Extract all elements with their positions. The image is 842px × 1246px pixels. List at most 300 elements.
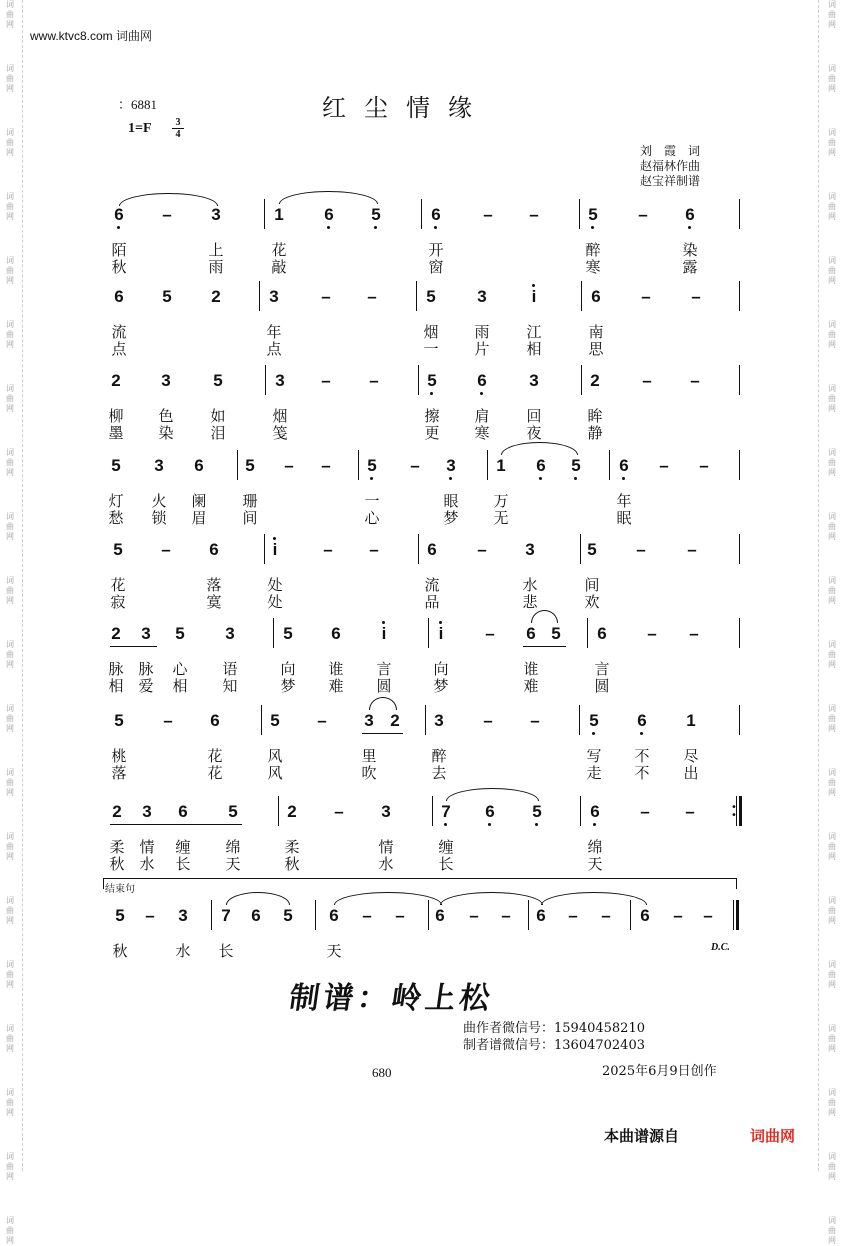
watermark-char: 曲 — [828, 906, 836, 915]
lyric-syllable: 里 — [361, 747, 377, 765]
lyric-syllable: 风 — [267, 747, 283, 765]
lyric-syllable: 出 — [683, 764, 699, 782]
note: 6 — [319, 205, 339, 225]
barline — [273, 618, 274, 648]
watermark-char: 词 — [828, 960, 836, 969]
note: 3 — [381, 802, 391, 821]
barline — [237, 450, 238, 480]
sustain-dash: – — [530, 711, 540, 730]
watermark-char: 网 — [6, 916, 14, 925]
note: 6 — [585, 802, 605, 822]
lyric-syllable: 脉 — [108, 660, 124, 678]
note: 6 — [614, 456, 634, 476]
watermark-char: 网 — [6, 212, 14, 221]
sustain-dash: – — [321, 371, 331, 390]
lyric-syllable: 缠 — [438, 838, 454, 856]
barline — [579, 199, 580, 229]
lyric-syllable: 圆 — [376, 677, 392, 695]
lyric-syllable: 上 — [208, 241, 224, 259]
score-system — [0, 456, 842, 542]
lyric-syllable: 醉 — [585, 241, 601, 259]
lyric-syllable: 烟 — [423, 323, 439, 341]
lyric-syllable: 雨 — [208, 258, 224, 276]
lyric-syllable: 向 — [433, 660, 449, 678]
watermark-char: 网 — [6, 1044, 14, 1053]
note: 5 — [422, 371, 442, 391]
lyric-syllable: 眸 — [587, 407, 603, 425]
watermark-char: 词 — [828, 448, 836, 457]
score-system — [0, 624, 842, 710]
watermark-char: 曲 — [6, 394, 14, 403]
note: 6 — [194, 456, 204, 475]
sustain-dash: – — [317, 711, 327, 730]
lyric-syllable: 露 — [682, 258, 698, 276]
lyric-syllable: 陌 — [111, 241, 127, 259]
watermark-char: 词 — [828, 0, 836, 9]
watermark-char: 曲 — [6, 1226, 14, 1235]
lyric-syllable: 万 — [493, 492, 509, 510]
note: 6 — [114, 287, 124, 306]
sustain-dash: – — [638, 205, 648, 224]
watermark-char: 词 — [6, 1024, 14, 1033]
barline — [580, 534, 581, 564]
time-signature-bottom: 4 — [172, 128, 184, 140]
note: 3 — [211, 205, 221, 224]
note: 6 — [526, 624, 536, 643]
composer-credit: 赵福林作曲 — [640, 159, 701, 173]
final-barline-thin — [733, 900, 734, 930]
note: 3 — [441, 456, 461, 476]
note: 7 — [436, 802, 456, 822]
note: 5 — [584, 711, 604, 731]
watermark-char: 网 — [6, 852, 14, 861]
watermark-char: 网 — [828, 596, 836, 605]
watermark-char: 曲 — [6, 1034, 14, 1043]
sustain-dash: – — [703, 906, 713, 925]
watermark-char: 曲 — [828, 970, 836, 979]
note: 3 — [161, 371, 171, 390]
lyric-syllable: 脉 — [138, 660, 154, 678]
watermark-char: 网 — [6, 20, 14, 29]
watermark-char: 词 — [6, 960, 14, 969]
barline — [264, 534, 265, 564]
note: 5 — [527, 802, 547, 822]
lyric-syllable: 绵 — [225, 838, 241, 856]
lyric-syllable: 秋 — [111, 258, 127, 276]
sustain-dash: – — [362, 906, 372, 925]
barline — [739, 618, 740, 648]
lyric-syllable: 花 — [207, 764, 223, 782]
sustain-dash: – — [699, 456, 709, 475]
sustain-dash: – — [367, 287, 377, 306]
lyric-syllable: 处 — [267, 593, 283, 611]
watermark-char: 网 — [828, 340, 836, 349]
note: 5 — [111, 456, 121, 475]
lyric-syllable: 花 — [207, 747, 223, 765]
note: 2 — [111, 624, 121, 643]
watermark-char: 词 — [828, 768, 836, 777]
sustain-dash: – — [568, 906, 578, 925]
watermark-char: 网 — [828, 276, 836, 285]
credits — [640, 144, 700, 189]
watermark-char: 词 — [828, 1152, 836, 1161]
lyric-syllable: 灯 — [108, 492, 124, 510]
right-watermark-mark — [828, 1152, 836, 1182]
lyric-syllable: 不 — [634, 747, 650, 765]
score-system — [0, 287, 842, 373]
watermark-char: 网 — [828, 148, 836, 157]
sustain-dash: – — [485, 624, 495, 643]
note: i — [374, 624, 394, 644]
watermark-char: 网 — [828, 404, 836, 413]
lyric-syllable: 梦 — [443, 509, 459, 527]
right-watermark-mark — [828, 128, 836, 158]
source-brand-link[interactable]: 词曲网 — [750, 1127, 796, 1145]
watermark-char: 词 — [6, 320, 14, 329]
watermark-char: 词 — [828, 1024, 836, 1033]
note: 5 — [270, 711, 280, 730]
barline — [739, 534, 740, 564]
note: 5 — [228, 802, 238, 821]
score-system — [0, 802, 842, 888]
lyric-syllable: 秋 — [109, 855, 125, 873]
watermark-char: 曲 — [828, 202, 836, 211]
lyric-syllable: 开 — [428, 241, 444, 259]
lyric-syllable: 情 — [139, 838, 155, 856]
right-watermark-mark — [828, 1216, 836, 1246]
sustain-dash: – — [369, 540, 379, 559]
lyric-syllable: 江 — [526, 323, 542, 341]
lyric-syllable: 回 — [526, 407, 542, 425]
watermark-char: 曲 — [6, 650, 14, 659]
left-watermark-mark — [6, 0, 14, 30]
site-url[interactable]: www.ktvc8.com 词曲网 — [30, 29, 153, 43]
note: 6 — [632, 711, 652, 731]
sustain-dash: – — [690, 371, 700, 390]
slur — [226, 892, 290, 905]
sustain-dash: – — [369, 371, 379, 390]
lyricist-credit: 刘 霞 词 — [640, 144, 701, 158]
watermark-char: 网 — [828, 788, 836, 797]
lyric-syllable: 墨 — [108, 424, 124, 442]
slur — [279, 191, 378, 204]
lyric-syllable: 无 — [493, 509, 509, 527]
watermark-char: 词 — [828, 192, 836, 201]
lyric-syllable: 相 — [526, 340, 542, 358]
lyric-syllable: 雨 — [474, 323, 490, 341]
lyric-syllable: 寒 — [585, 258, 601, 276]
lyric-syllable: 眉 — [191, 509, 207, 527]
lyric-syllable: 肩 — [474, 407, 490, 425]
right-watermark-mark — [828, 0, 836, 30]
lyric-syllable: 柔 — [284, 838, 300, 856]
barline — [261, 705, 262, 735]
note: 6 — [329, 906, 339, 925]
barline — [421, 199, 422, 229]
lyric-syllable: 水 — [139, 855, 155, 873]
note: 3 — [142, 802, 152, 821]
note: 6 — [536, 906, 546, 925]
note: 3 — [364, 711, 374, 730]
watermark-char: 网 — [6, 340, 14, 349]
lyric-syllable: 悲 — [522, 593, 538, 611]
lyric-syllable: 寒 — [474, 424, 490, 442]
lyric-syllable: 言 — [594, 660, 610, 678]
watermark-char: 网 — [6, 1108, 14, 1117]
note: 5 — [362, 456, 382, 476]
watermark-char: 网 — [828, 532, 836, 541]
source-label: 本曲谱源自 — [604, 1127, 680, 1145]
watermark-char: 网 — [828, 1108, 836, 1117]
sustain-dash: – — [691, 287, 701, 306]
watermark-char: 网 — [6, 660, 14, 669]
note: 5 — [583, 205, 603, 225]
watermark-char: 网 — [6, 596, 14, 605]
watermark-char: 词 — [828, 896, 836, 905]
barline — [278, 796, 279, 826]
watermark-char: 词 — [6, 640, 14, 649]
watermark-char: 词 — [6, 832, 14, 841]
lyric-syllable: 烟 — [272, 407, 288, 425]
watermark-char: 词 — [6, 128, 14, 137]
lyric-syllable: 处 — [267, 576, 283, 594]
note: i — [431, 624, 451, 644]
barline — [432, 796, 433, 826]
sustain-dash: – — [321, 287, 331, 306]
watermark-char: 词 — [6, 896, 14, 905]
watermark-char: 网 — [828, 852, 836, 861]
lyric-syllable: 一 — [364, 492, 380, 510]
watermark-char: 网 — [828, 20, 836, 29]
watermark-char: 词 — [828, 832, 836, 841]
watermark-char: 曲 — [828, 458, 836, 467]
sustain-dash: – — [647, 624, 657, 643]
arranger-credit: 赵宝祥制谱 — [640, 174, 701, 188]
watermark-char: 曲 — [6, 778, 14, 787]
lyric-syllable: 锁 — [151, 509, 167, 527]
lyric-syllable: 思 — [588, 340, 604, 358]
lyric-syllable: 桃 — [111, 747, 127, 765]
barline — [739, 281, 740, 311]
watermark-char: 曲 — [828, 74, 836, 83]
lyric-syllable: 流 — [424, 576, 440, 594]
sustain-dash: – — [529, 205, 539, 224]
lyric-syllable: 天 — [587, 855, 603, 873]
lyric-syllable: 花 — [110, 576, 126, 594]
watermark-char: 曲 — [828, 522, 836, 531]
watermark-char: 词 — [6, 256, 14, 265]
note: 2 — [590, 371, 600, 390]
watermark-char: 曲 — [6, 458, 14, 467]
lyric-syllable: 年 — [616, 492, 632, 510]
lyric-syllable: 如 — [210, 407, 226, 425]
watermark-char: 词 — [828, 640, 836, 649]
watermark-char: 词 — [828, 384, 836, 393]
repeat-barline-thick — [739, 796, 742, 826]
repeat-dots: • • — [731, 802, 737, 821]
note: 7 — [221, 906, 231, 925]
eighth-underline — [523, 646, 566, 647]
eighth-underline — [362, 733, 403, 734]
note: 6 — [591, 287, 601, 306]
sustain-dash: – — [642, 371, 652, 390]
barline — [739, 199, 740, 229]
right-watermark-mark — [828, 1024, 836, 1054]
watermark-char: 词 — [6, 0, 14, 9]
barline — [418, 365, 419, 395]
left-watermark-mark — [6, 64, 14, 94]
watermark-char: 曲 — [6, 202, 14, 211]
watermark-char: 网 — [6, 788, 14, 797]
barline — [264, 199, 265, 229]
lyric-syllable: 敲 — [271, 258, 287, 276]
watermark-char: 曲 — [828, 330, 836, 339]
arranger-signature: 制谱：岭上松 — [287, 981, 496, 1016]
coda-label: 结束句 — [105, 884, 135, 895]
lyric-syllable: 落 — [111, 764, 127, 782]
lyric-syllable: 间 — [242, 509, 258, 527]
lyric-syllable: 水 — [378, 855, 394, 873]
note: 5 — [587, 540, 597, 559]
note: 6 — [472, 371, 492, 391]
note: 3 — [529, 371, 539, 390]
sustain-dash: – — [163, 711, 173, 730]
watermark-char: 词 — [6, 768, 14, 777]
left-watermark-mark — [6, 1024, 14, 1054]
lyric-syllable: 相 — [108, 677, 124, 695]
note: 3 — [477, 287, 487, 306]
sustain-dash: – — [161, 540, 171, 559]
watermark-char: 网 — [828, 980, 836, 989]
note: 2 — [390, 711, 400, 730]
sustain-dash: – — [685, 802, 695, 821]
barline — [315, 900, 316, 930]
watermark-char: 曲 — [828, 842, 836, 851]
watermark-char: 词 — [828, 576, 836, 585]
watermark-char: 曲 — [6, 138, 14, 147]
lyric-syllable: 不 — [634, 764, 650, 782]
barline — [587, 618, 588, 648]
sustain-dash: – — [323, 540, 333, 559]
note: 6 — [331, 624, 341, 643]
lyric-syllable: 柳 — [108, 407, 124, 425]
note: 3 — [434, 711, 444, 730]
lyric-syllable: 染 — [158, 424, 174, 442]
lyric-syllable: 更 — [424, 424, 440, 442]
watermark-char: 曲 — [828, 778, 836, 787]
note: 2 — [287, 802, 297, 821]
watermark-char: 词 — [6, 576, 14, 585]
barline — [581, 281, 582, 311]
barline — [487, 450, 488, 480]
watermark-char: 网 — [6, 724, 14, 733]
lyric-syllable: 去 — [431, 764, 447, 782]
song-title: 红尘情缘 — [322, 94, 490, 122]
lyric-syllable: 天 — [326, 942, 342, 960]
note: 3 — [141, 624, 151, 643]
note: 6 — [427, 540, 437, 559]
watermark-char: 词 — [6, 448, 14, 457]
lyric-syllable: 眠 — [616, 509, 632, 527]
watermark-char: 曲 — [6, 10, 14, 19]
sustain-dash: – — [640, 802, 650, 821]
lyric-syllable: 寂 — [110, 593, 126, 611]
lyric-syllable: 夜 — [526, 424, 542, 442]
watermark-char: 词 — [6, 1152, 14, 1161]
sustain-dash: – — [477, 540, 487, 559]
watermark-char: 词 — [6, 384, 14, 393]
watermark-char: 词 — [828, 320, 836, 329]
watermark-char: 曲 — [6, 970, 14, 979]
watermark-char: 词 — [828, 1216, 836, 1225]
note: 5 — [162, 287, 172, 306]
watermark-char: 词 — [6, 1088, 14, 1097]
lyric-syllable: 长 — [175, 855, 191, 873]
barline — [609, 450, 610, 480]
lyric-syllable: 眼 — [443, 492, 459, 510]
lyric-syllable: 水 — [522, 576, 538, 594]
lyric-syllable: 点 — [111, 340, 127, 358]
watermark-char: 网 — [828, 1172, 836, 1181]
lyric-syllable: 心 — [172, 660, 188, 678]
watermark-char: 曲 — [6, 714, 14, 723]
creation-date: 2025年6月9日创作 — [602, 1064, 717, 1079]
lyric-syllable: 梦 — [433, 677, 449, 695]
lyric-syllable: 长 — [218, 942, 234, 960]
final-barline-thick — [736, 900, 739, 930]
sustain-dash: – — [395, 906, 405, 925]
watermark-char: 网 — [6, 148, 14, 157]
watermark-char: 网 — [6, 468, 14, 477]
sustain-dash: – — [501, 906, 511, 925]
song-id: ：6881 — [118, 97, 158, 112]
barline — [739, 705, 740, 735]
note: 3 — [275, 371, 285, 390]
lyric-syllable: 秋 — [112, 942, 128, 960]
lyric-syllable: 写 — [586, 747, 602, 765]
note: 5 — [366, 205, 386, 225]
lyric-syllable: 相 — [172, 677, 188, 695]
sustain-dash: – — [334, 802, 344, 821]
lyric-syllable: 间 — [584, 576, 600, 594]
note: 2 — [211, 287, 221, 306]
lyric-syllable: 珊 — [242, 492, 258, 510]
lyric-syllable: 窗 — [428, 258, 444, 276]
watermark-char: 网 — [828, 468, 836, 477]
lyric-syllable: 向 — [280, 660, 296, 678]
key-signature: 1=F — [128, 121, 152, 136]
watermark-char: 网 — [6, 84, 14, 93]
lyric-syllable: 泪 — [210, 424, 226, 442]
time-signature-top: 3 — [175, 117, 181, 128]
slur — [119, 193, 218, 206]
lyric-syllable: 秋 — [284, 855, 300, 873]
watermark-char: 词 — [6, 64, 14, 73]
lyric-syllable: 难 — [523, 677, 539, 695]
watermark-char: 网 — [828, 724, 836, 733]
sustain-dash: – — [483, 711, 493, 730]
right-watermark-mark — [828, 64, 836, 94]
note: 3 — [154, 456, 164, 475]
watermark-char: 词 — [828, 512, 836, 521]
watermark-char: 曲 — [6, 842, 14, 851]
watermark-char: 曲 — [828, 1162, 836, 1171]
page-number: 680 — [372, 1065, 392, 1080]
watermark-char: 曲 — [6, 1162, 14, 1171]
watermark-char: 网 — [6, 1172, 14, 1181]
watermark-char: 词 — [6, 512, 14, 521]
lyric-syllable: 天 — [225, 855, 241, 873]
